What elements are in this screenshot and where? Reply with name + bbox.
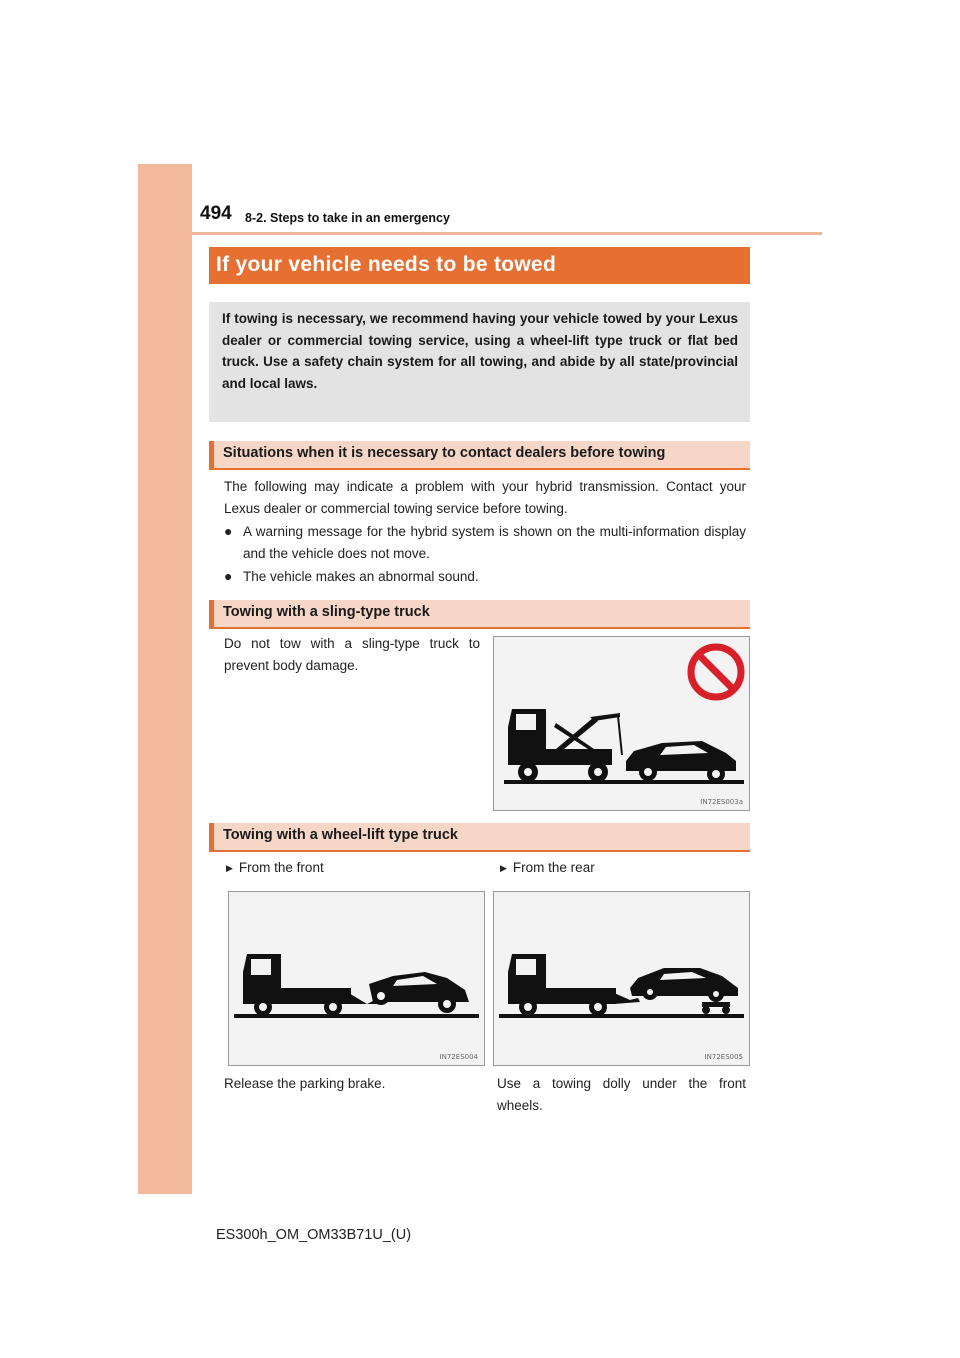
sling-truck-figure [493,636,750,811]
front-caption: Release the parking brake. [224,1076,386,1091]
label-from-rear: ▶ From the rear [500,860,595,875]
wheel-lift-front-illustration [229,892,484,1065]
wheel-lift-rear-illustration [494,892,749,1065]
figure-code: IN72ES005 [704,1053,743,1061]
header-rule [192,232,822,235]
heading-sling-label: Towing with a sling-type truck [223,604,430,620]
heading-wheel-lift-label: Towing with a wheel-lift type truck [223,827,458,843]
heading-wheel-lift [209,823,750,850]
heading-dealers [209,441,750,468]
rear-caption: Use a towing dolly under the front wheels. [497,1076,746,1113]
side-tab [138,164,192,1194]
page-number: 494 [200,203,232,224]
dealers-text: The following may indicate a problem with your hybrid transmission. Contact your Lexus dealer or commercial towing service before towing. [224,479,746,516]
bullet-text: A warning message for the hybrid system is shown on the multi-information display and the vehicle does not move. [243,524,746,561]
document-code: ES300h_OM_OM33B71U_(U) [216,1227,412,1243]
wheel-lift-front-figure [228,891,485,1066]
wheel-lift-rear-figure [493,891,750,1066]
bullet-item [224,521,746,564]
label-from-front: ▶ From the front [226,860,324,875]
bullet-item [224,566,746,588]
page-title: If your vehicle needs to be towed [216,253,557,276]
bullet-icon: ● [224,523,233,539]
arrow-icon: ▶ [500,863,507,873]
heading-sling [209,600,750,627]
figure-code: IN72ES003a [700,798,743,806]
intro-box [209,302,750,422]
bullet-text: The vehicle makes an abnormal sound. [243,569,479,584]
page-title-bar [209,247,750,284]
figure-code: IN72ES004 [439,1053,478,1061]
sling-truck-illustration [494,637,749,810]
prohibited-icon [691,647,741,697]
intro-text: If towing is necessary, we recommend having your vehicle towed by your Lexus dealer or commercial towing service, using a wheel-lift type truck or flat bed truck. Use a safety chain system for all towing, and abide by all state/provincial and local laws. [222,311,738,391]
bullet-icon: ● [224,568,233,584]
arrow-icon: ▶ [226,863,233,873]
sling-text: Do not tow with a sling-type truck to prevent body damage. [224,636,480,673]
section-title: 8-2. Steps to take in an emergency [245,211,450,225]
heading-dealers-label: Situations when it is necessary to contact dealers before towing [223,445,666,461]
